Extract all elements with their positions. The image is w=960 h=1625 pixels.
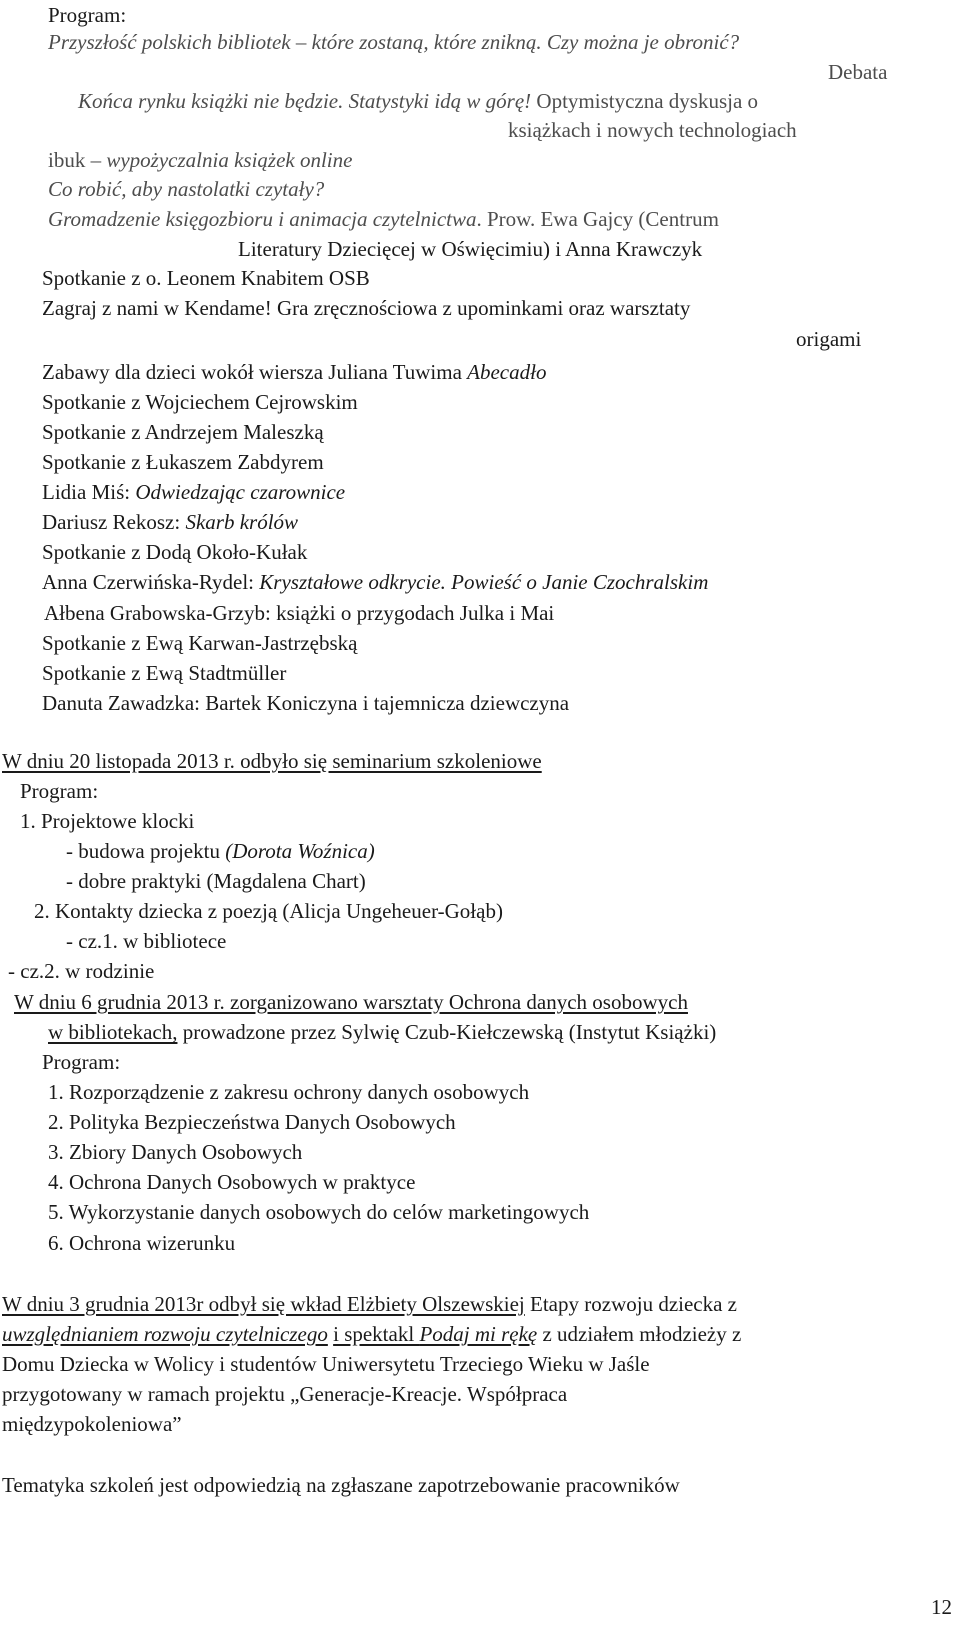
event-line: Literatury Dziecięcej w Oświęcimiu) i Anna Krawczyk — [238, 237, 703, 261]
event-line — [42, 477, 345, 507]
page-number: 12 — [931, 1595, 952, 1619]
event-line — [42, 507, 298, 537]
event-line: Danuta Zawadzka: Bartek Koniczyna i tajemnicza dziewczyna — [42, 691, 570, 715]
event-line — [48, 204, 719, 234]
paragraph-text: z udziałem młodzieży z — [537, 1322, 742, 1346]
heading-part: prowadzone przez Sylwię Czub-Kiełczewską (Instytut Książki) — [177, 1020, 717, 1044]
section-heading: W dniu 20 listopada 2013 r. odbyło się seminarium szkoleniowe — [2, 749, 542, 773]
paragraph-line — [2, 1289, 737, 1319]
play-title: Podaj mi rękę — [419, 1322, 538, 1346]
event-line: Spotkanie z o. Leonem Knabitem OSB — [42, 266, 370, 290]
event-line: Spotkanie z Łukaszem Zabdyrem — [42, 450, 324, 474]
event-line: Debata — [828, 60, 888, 84]
program-item: 3. Zbiory Danych Osobowych — [48, 1140, 303, 1164]
paragraph-line: przygotowany w ramach projektu „Generacje-Kreacje. Współpraca — [2, 1382, 568, 1406]
event-title: Końca rynku książki nie będzie. Statystyki idą w górę! — [78, 89, 537, 113]
event-line: Spotkanie z Ewą Karwan-Jastrzębską — [42, 631, 358, 655]
event-line — [42, 567, 708, 597]
program-item: 1. Rozporządzenie z zakresu ochrony danych osobowych — [48, 1080, 530, 1104]
section-heading — [48, 1017, 716, 1047]
paragraph-heading: W dniu 3 grudnia 2013r odbył się wkład Elżbiety Olszewskiej — [2, 1292, 525, 1316]
event-line: Spotkanie z Ewą Stadtmüller — [42, 661, 287, 685]
program-item: 5. Wykorzystanie danych osobowych do celów marketingowych — [48, 1200, 590, 1224]
closing-statement: Tematyka szkoleń jest odpowiedzią na zgłaszane zapotrzebowanie pracowników — [2, 1473, 680, 1497]
event-line: origami — [796, 327, 862, 351]
event-line: Ałbena Grabowska-Grzyb: książki o przygodach Julka i Mai — [44, 601, 555, 625]
event-line — [48, 145, 352, 175]
event-desc: Abecadło — [467, 360, 547, 384]
event-line: Spotkanie z Wojciechem Cejrowskim — [42, 390, 358, 414]
event-line: Przyszłość polskich bibliotek – które zostaną, które znikną. Czy można je obronić? — [48, 30, 740, 54]
item-text: - budowa projektu — [66, 839, 226, 863]
paragraph-line: międzypokoleniowa” — [2, 1412, 182, 1436]
event-desc: Kryształowe odkrycie. Powieść o Janie Czochralskim — [259, 570, 709, 594]
event-title: Anna Czerwińska-Rydel: — [42, 570, 260, 594]
event-desc: Optymistyczna dyskusja o — [536, 89, 759, 113]
program-item: 1. Projektowe klocki — [20, 809, 195, 833]
program-label: Program: — [48, 3, 127, 27]
paragraph-text: Etapy rozwoju dziecka z — [524, 1292, 738, 1316]
event-line: książkach i nowych technologiach — [508, 118, 797, 142]
program-item: 4. Ochrona Danych Osobowych w praktyce — [48, 1170, 416, 1194]
item-author: (Dorota Woźnica) — [225, 839, 375, 863]
event-line: Co robić, aby nastolatki czytały? — [48, 177, 325, 201]
event-title: Dariusz Rekosz: — [42, 510, 186, 534]
paragraph-line — [2, 1319, 741, 1349]
program-label: Program: — [20, 779, 99, 803]
paragraph-line: Domu Dziecka w Wolicy i studentów Uniwersytetu Trzeciego Wieku w Jaśle — [2, 1352, 650, 1376]
event-line — [42, 357, 546, 387]
program-item: - cz.2. w rodzinie — [8, 959, 155, 983]
workshop-title: uwzględnianiem rozwoju czytelniczego — [2, 1322, 328, 1346]
event-line — [78, 86, 758, 116]
heading-part: w bibliotekach, — [48, 1020, 178, 1044]
event-line: Zagraj z nami w Kendame! Gra zręcznościowa z upominkami oraz warsztaty — [42, 296, 691, 320]
program-item — [66, 836, 375, 866]
event-desc: . Prow. Ewa Gajcy (Centrum — [476, 207, 719, 231]
event-line: Spotkanie z Dodą Około-Kułak — [42, 540, 308, 564]
program-item: 2. Kontakty dziecka z poezją (Alicja Ungeheuer-Gołąb) — [34, 899, 503, 923]
program-item: - dobre praktyki (Magdalena Chart) — [66, 869, 366, 893]
event-desc: wypożyczalnia książek online — [106, 148, 353, 172]
program-item: 6. Ochrona wizerunku — [48, 1231, 236, 1255]
program-item: 2. Polityka Bezpieczeństwa Danych Osobowych — [48, 1110, 456, 1134]
event-desc: Skarb królów — [185, 510, 299, 534]
event-title: Zabawy dla dzieci wokół wiersza Juliana Tuwima — [42, 360, 468, 384]
event-title: Lidia Miś: — [42, 480, 136, 504]
section-heading: W dniu 6 grudnia 2013 r. zorganizowano warsztaty Ochrona danych osobowych — [14, 990, 688, 1014]
program-item: - cz.1. w bibliotece — [66, 929, 227, 953]
event-title: ibuk – — [48, 148, 107, 172]
paragraph-text: i spektakl — [333, 1322, 420, 1346]
event-line: Spotkanie z Andrzejem Maleszką — [42, 420, 324, 444]
event-title: Gromadzenie księgozbioru i animacja czytelnictwa — [48, 207, 477, 231]
event-desc: Odwiedzając czarownice — [135, 480, 346, 504]
program-label: Program: — [42, 1050, 121, 1074]
